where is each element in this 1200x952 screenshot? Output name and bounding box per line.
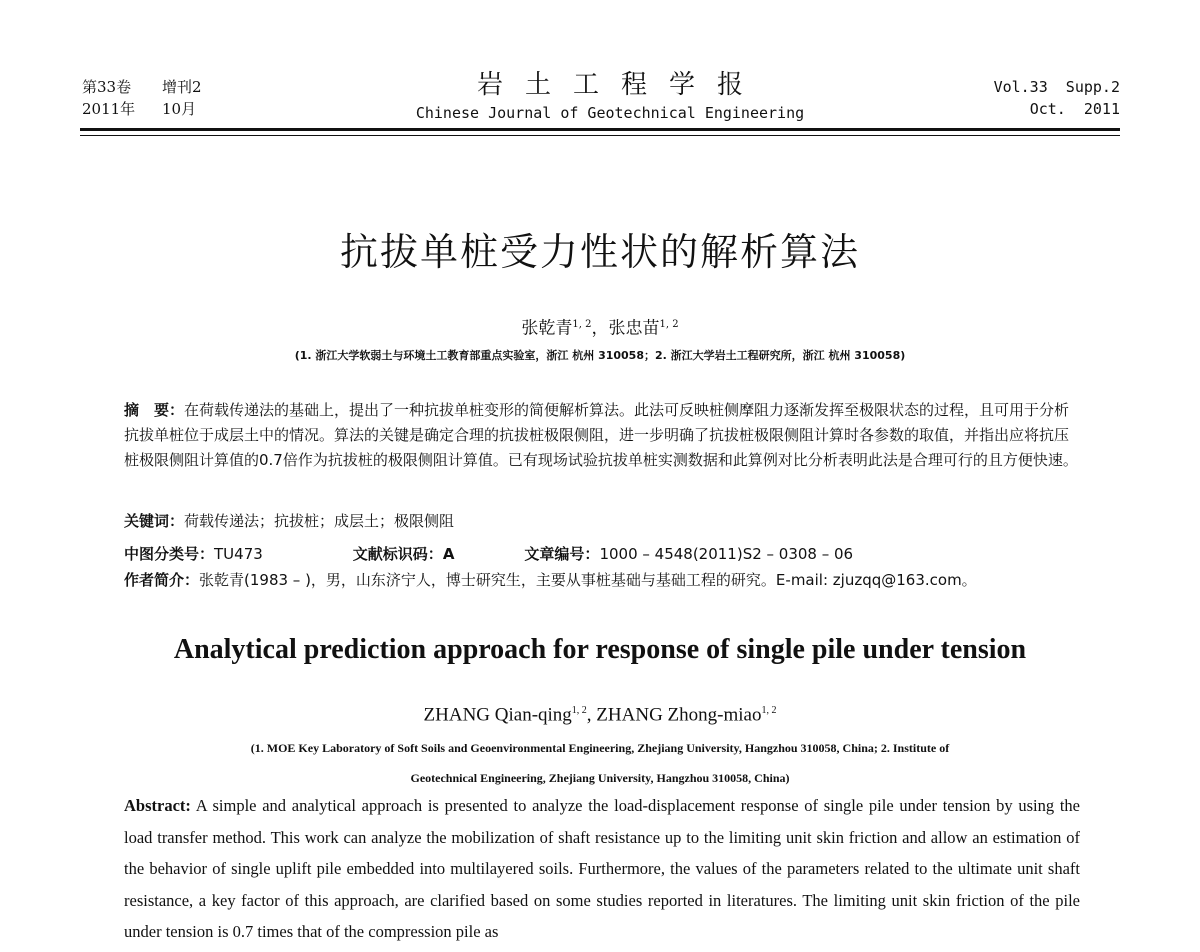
- journal-name-cn: 岩土工程学报: [476, 70, 765, 100]
- month-cn: 10月: [162, 100, 197, 118]
- author-affil-marker: 1, 2: [571, 705, 587, 716]
- author-affil-marker: 1, 2: [761, 705, 777, 716]
- author-list-cn: [0, 312, 1200, 342]
- author-name-en: ZHANG Zhong-miao: [596, 704, 762, 726]
- article-no-value: 1000 – 4548(2011)S2 – 0308 – 06: [599, 545, 854, 563]
- header-date-row: [82, 98, 202, 120]
- clc-label: 中图分类号：: [124, 545, 215, 563]
- author-bio: [124, 568, 1134, 592]
- abstract-en: [124, 790, 1080, 948]
- journal-masthead: [300, 68, 920, 124]
- author-name-en: ZHANG Qian-qing: [423, 704, 572, 726]
- keywords-text: 荷载传递法；抗拔桩；成层土；极限侧阻: [184, 512, 455, 530]
- paper-title-en: Analytical prediction approach for response of single pile under tension: [173, 634, 1027, 665]
- affiliation-en: [100, 733, 1100, 793]
- volume-cn: 第33卷: [82, 78, 132, 96]
- article-no-label: 文章编号：: [524, 545, 600, 563]
- author-separator: ,: [586, 704, 597, 726]
- doc-code-label: 文献标识码：: [352, 545, 443, 563]
- volume-en: Vol.33 Supp.2: [993, 78, 1120, 96]
- author-name-cn: 张忠苗: [608, 318, 660, 339]
- abstract-en-text: A simple and analytical approach is presented to analyze the load-displacement response of single pile under tension by using the load transfer method. This work can analyze the mobilization of shaft resistance up to the limiting unit skin friction and allow an estimation of the behavior of single uplift pile embedded into multilayered soils. Furthermore, the values of the parameters related to the ultimate unit shaft resistance, a key factor of this approach, are clarified based on some studies reported in literatures. The limiting unit skin friction of the pile under tension is 0.7 times that of the compression pile as: [124, 796, 1080, 941]
- header-issue-info: [82, 76, 202, 120]
- abstract-cn-label: 摘 要：: [124, 401, 185, 419]
- abstract-cn: [124, 398, 1080, 473]
- author-affil-marker: 1, 2: [659, 319, 679, 330]
- header-volume-row: [82, 76, 202, 98]
- year-cn: 2011年: [82, 100, 136, 118]
- author-name-cn: 张乾青: [521, 318, 573, 339]
- affiliation-cn: (1. 浙江大学软弱土与环境土工教育部重点实验室，浙江 杭州 310058；2. 浙江大学岩土工程研究所，浙江 杭州 310058): [294, 349, 906, 362]
- date-en: Oct. 2011: [1029, 100, 1120, 118]
- keywords-label: 关键词：: [124, 512, 185, 530]
- doc-code-value: A: [442, 545, 455, 563]
- author-separator: ，: [591, 318, 609, 339]
- affiliation-en-line1: (1. MOE Key Laboratory of Soft Soils and Geoenvironmental Engineering, Zhejiang University, Hangzhou 310058, China; 2. Institute of: [250, 741, 950, 755]
- author-list-en: [0, 698, 1200, 728]
- paper-title-cn: 抗拔单桩受力性状的解析算法: [339, 230, 860, 274]
- keywords-cn: [124, 509, 1124, 533]
- header-rule-thick: [80, 128, 1120, 131]
- author-bio-label: 作者简介：: [124, 571, 200, 589]
- header-volume-info-en: [994, 76, 1120, 120]
- clc-value: TU473: [214, 545, 263, 563]
- journal-name-en: Chinese Journal of Geotechnical Engineering: [415, 104, 805, 122]
- abstract-en-label: Abstract:: [124, 796, 191, 815]
- header-rule-thin: [80, 135, 1120, 136]
- classification-line: [124, 542, 1124, 566]
- affiliation-en-line2: Geotechnical Engineering, Zhejiang University, Hangzhou 310058, China): [410, 771, 790, 785]
- abstract-cn-text: 在荷载传递法的基础上，提出了一种抗拔单桩变形的简便解析算法。此法可反映桩侧摩阻力逐渐发挥至极限状态的过程，且可用于分析抗拔单桩位于成层土中的情况。算法的关键是确定合理的抗拔桩极限侧阻，进一步明确了抗拔桩极限侧阻计算时各参数的取值，并指出应将抗压桩极限侧阻计算值的0.7倍作为抗拔桩的极限侧阻计算值。已有现场试验抗拔单桩实测数据和此算例对比分析表明此法是合理可行的且方便快速。: [124, 401, 1078, 469]
- author-affil-marker: 1, 2: [572, 319, 592, 330]
- author-bio-text: 张乾青(1983 – )，男，山东济宁人，博士研究生，主要从事桩基础与基础工程的研究。E-mail: zjuzqq@163.com。: [199, 571, 977, 589]
- supplement-cn: 增刊2: [162, 78, 202, 96]
